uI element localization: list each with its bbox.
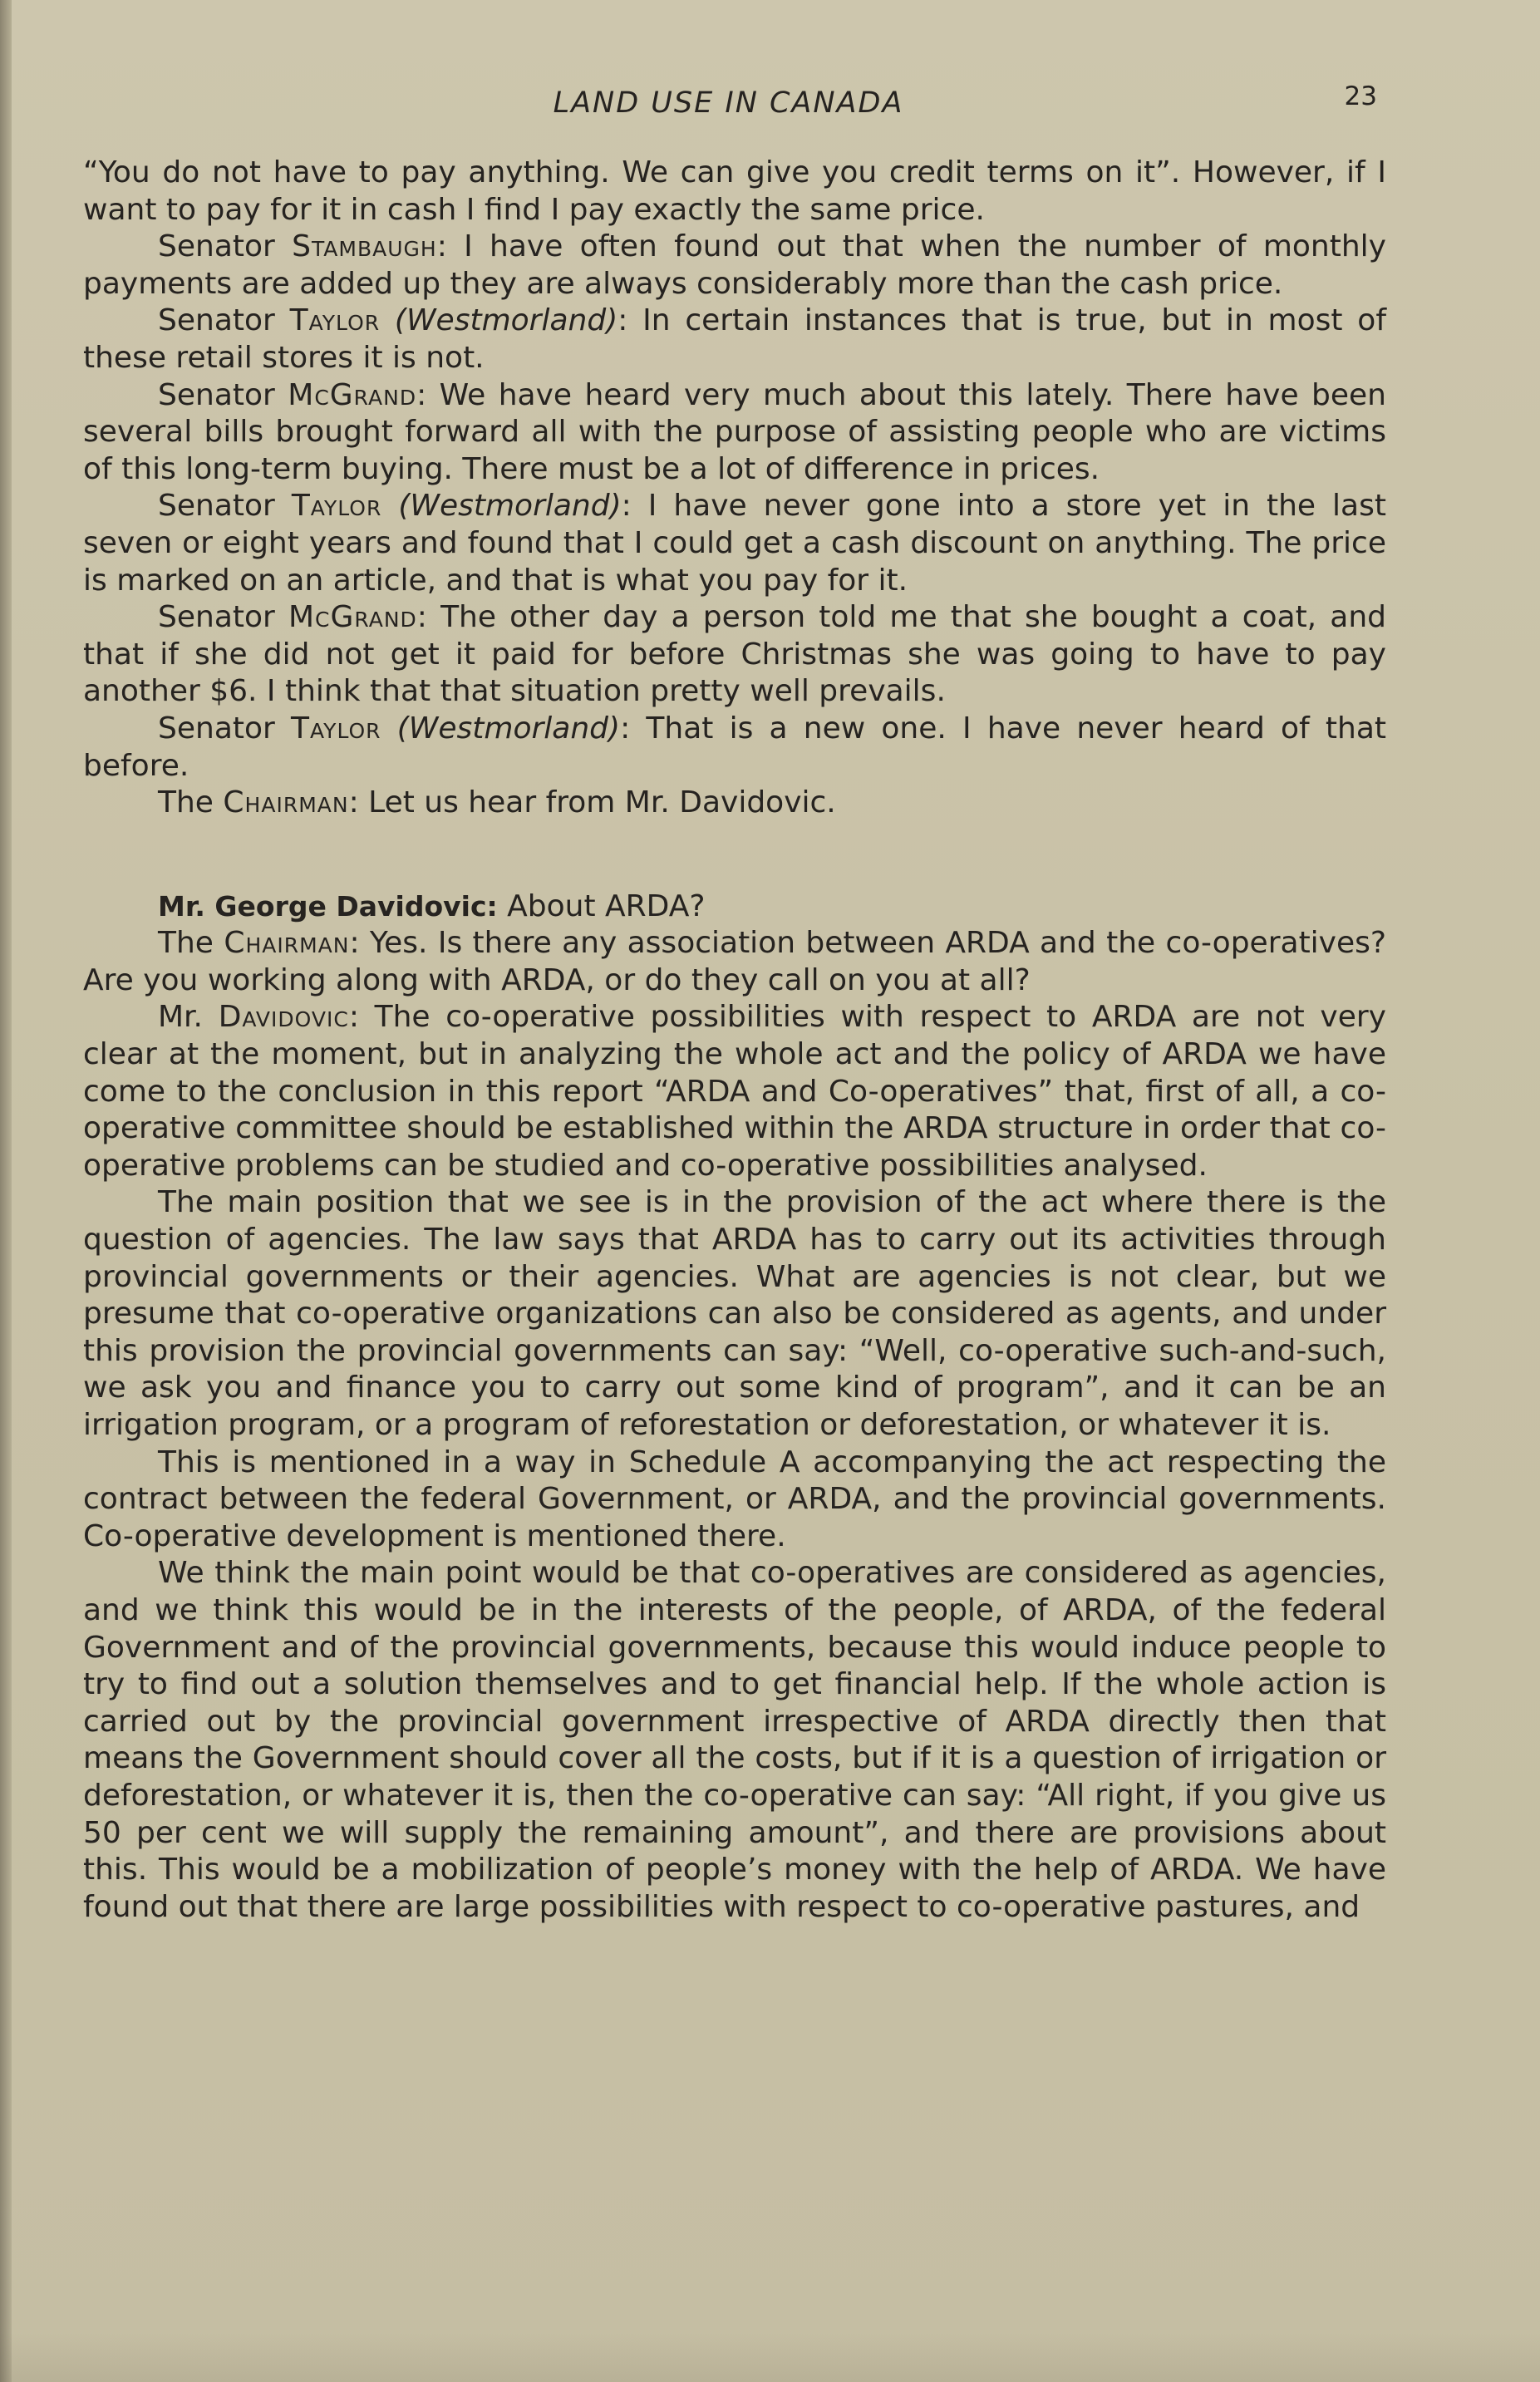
paragraph xyxy=(83,785,1386,822)
paragraph-text: : That is a new one. I have never heard of that before. xyxy=(83,711,1386,783)
paragraph xyxy=(83,711,1386,785)
speaker-name: Davidovic xyxy=(218,1000,349,1035)
speaker-region: (Westmorland) xyxy=(398,489,622,524)
speaker-prefix: The xyxy=(158,926,214,961)
paragraph-text: “You do not have to pay anything. We can give you credit terms on it”. However, if I want to pay for it in cash I find I pay exactly the same price. xyxy=(83,155,1386,227)
speaker-prefix: Senator xyxy=(158,303,275,338)
speaker-region: (Westmorland) xyxy=(394,303,618,338)
paragraph xyxy=(83,1555,1386,1926)
running-head: LAND USE IN CANADA xyxy=(553,86,904,120)
speaker-prefix: Senator xyxy=(158,229,275,264)
paragraph xyxy=(83,925,1386,999)
page-header xyxy=(0,81,1540,131)
speaker-name: Taylor xyxy=(291,711,381,746)
speaker-name: Taylor xyxy=(291,489,382,524)
speaker-region: (Westmorland) xyxy=(396,711,621,746)
speaker-name: Stambaugh xyxy=(292,229,437,264)
page-binding-edge xyxy=(0,0,12,2382)
speaker-prefix: The xyxy=(158,785,214,820)
paragraph-text: : The other day a person told me that she bought a coat, and that if she did not get it paid for before Christmas she was going to have to pay another $6. I think that that situation pretty well prevails. xyxy=(83,600,1386,709)
speaker-prefix: Senator xyxy=(158,489,275,524)
speaker-name: Chairman xyxy=(223,785,349,820)
paragraph xyxy=(83,303,1386,376)
paragraph-text: We think the main point would be that co-operatives are considered as agencies, and we think this would be in the interests of the people, of ARDA, of the federal Government and of the provincial governments, because this would induce people to try to find out a solution themselves and to get financial help. If the whole action is carried out by the provincial government irrespective of ARDA directly then that means the Government should cover all the costs, but if it is a question of irrigation or deforestation, or whatever it is, then the co-operative can say: “All right, if you give us 50 per cent we will supply the remaining amount”, and there are provisions about this. This would be a mobilization of people’s money with the help of ARDA. We have found out that there are large possibilities with respect to co-operative pastures, and xyxy=(83,1556,1386,1924)
paragraph xyxy=(83,1184,1386,1444)
paragraph xyxy=(83,888,1386,926)
paragraph-text: : We have heard very much about this lately. There have been several bills brought forward all with the purpose of assisting people who are victims of this long-term buying. There must be a lot of difference in prices. xyxy=(83,377,1386,486)
speaker-prefix: Mr. xyxy=(158,1000,203,1035)
paragraph-text: : The co-operative possibilities with respect to ARDA are not very clear at the moment, but in analyzing the whole act and the policy of ARDA we have come to the conclusion in this report “ARDA and Co-operatives” that, first of all, a co-operative committee should be established within the ARDA structure in order that co-operative problems can be studied and co-operative possibilities analysed. xyxy=(83,1000,1386,1183)
speaker-name: Taylor xyxy=(289,303,381,338)
paragraph-text: : I have often found out that when the number of monthly payments are added up they are always considerably more than the cash price. xyxy=(83,229,1386,301)
paragraph xyxy=(83,1444,1386,1556)
paragraph-text: : In certain instances that is true, but in most of these retail stores it is not. xyxy=(83,303,1386,375)
paragraph-text: : I have never gone into a store yet in the last seven or eight years and found that I could get a cash discount on anything. The price is marked on an article, and that is what you pay for it. xyxy=(83,489,1386,598)
speaker-name: Chairman xyxy=(224,926,350,961)
paragraph xyxy=(83,155,1386,229)
section-gap xyxy=(83,822,1386,888)
speaker-name: McGrand xyxy=(288,600,417,635)
paragraph-text: : Yes. Is there any association between ARDA and the co-operatives? Are you working along with ARDA, or do they call on you at all? xyxy=(83,926,1386,997)
speaker-prefix: Senator xyxy=(158,711,275,746)
paragraph-text: : Let us hear from Mr. Davidovic. xyxy=(348,785,836,820)
paragraph xyxy=(83,488,1386,599)
paragraph xyxy=(83,377,1386,489)
speaker-name: McGrand xyxy=(288,377,417,412)
paragraph-text: The main position that we see is in the provision of the act where there is the question of agencies. The law says that ARDA has to carry out its activities through provincial governments or their agencies. What are agencies is not clear, but we presume that co-operative organizations can also be considered as agents, and under this provision the provincial governments can say: “Well, co-operative such-and-such, we ask you and finance you to carry out some kind of program”, and it can be an irrigation program, or a program of reforestation or deforestation, or whatever it is. xyxy=(83,1185,1386,1442)
body-text xyxy=(83,155,1386,1926)
paragraph-text: About ARDA? xyxy=(497,888,706,923)
paragraph xyxy=(83,229,1386,303)
speaker-prefix: Senator xyxy=(158,600,275,635)
page-number: 23 xyxy=(1344,81,1377,111)
speaker-name-bold: Mr. George Davidovic: xyxy=(158,889,498,923)
paragraph xyxy=(83,599,1386,711)
speaker-prefix: Senator xyxy=(158,377,275,412)
paragraph xyxy=(83,999,1386,1184)
paragraph-text: This is mentioned in a way in Schedule A accompanying the act respecting the contract between the federal Government, or ARDA, and the provincial governments. Co-operative development is mentioned there. xyxy=(83,1444,1386,1553)
page-bottom-shade xyxy=(0,2332,1540,2382)
